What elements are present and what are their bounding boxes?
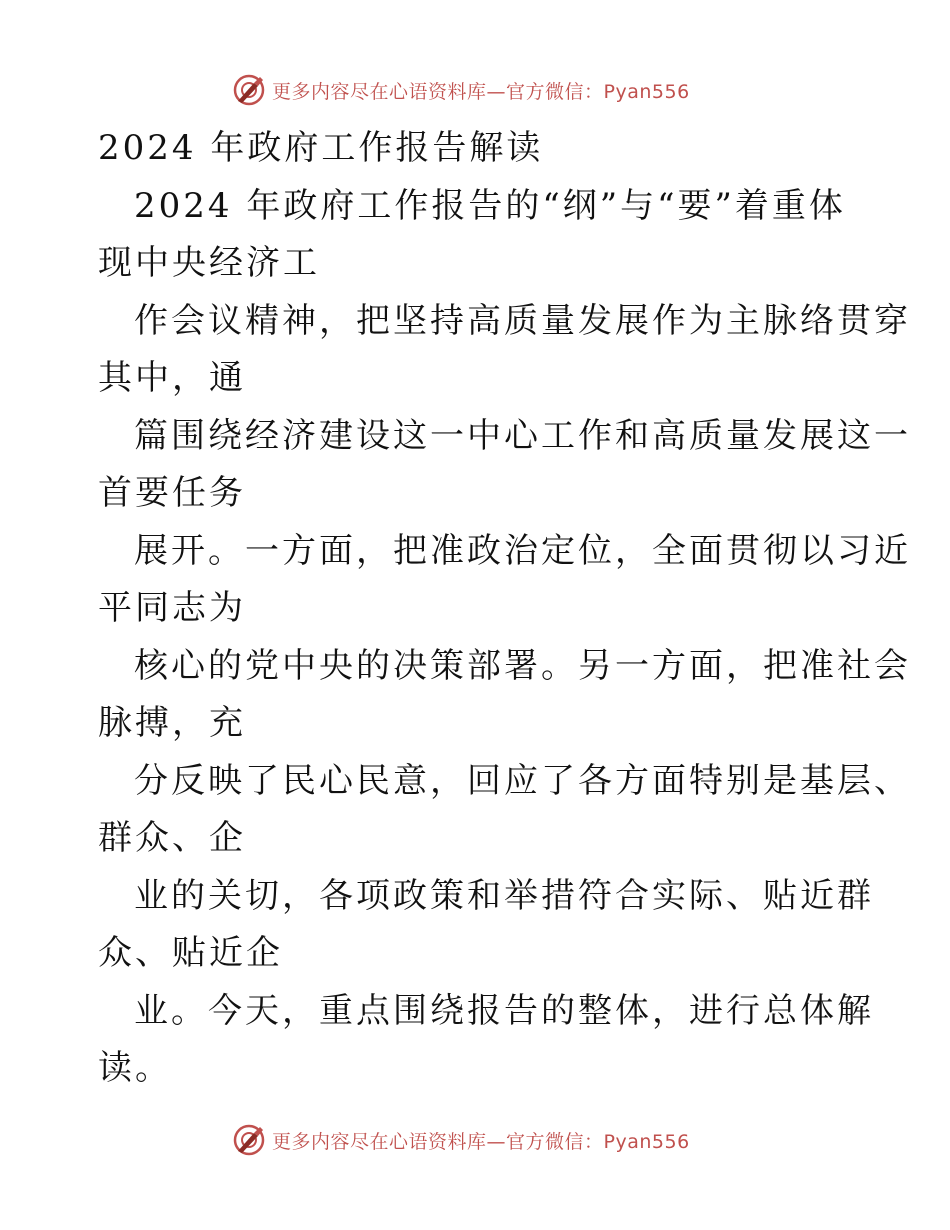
- document-body: [98, 120, 911, 1098]
- paragraph-line: 平同志为: [98, 588, 246, 628]
- header-banner-text: 更多内容尽在心语资料库—官方微信：Pyan556: [272, 80, 690, 103]
- paragraph-line: 展开。一方面，把准政治定位，全面贯彻以习近: [134, 530, 911, 571]
- paragraph-line: 2024 年政府工作报告的“纲”与“要”着重体: [134, 185, 846, 226]
- paragraph-line: 众、贴近企: [98, 933, 283, 973]
- paragraph-line: 业的关切，各项政策和举措符合实际、贴近群: [134, 875, 874, 916]
- paragraph-line: 作会议精神，把坚持高质量发展作为主脉络贯穿: [134, 300, 911, 341]
- header-banner: [232, 70, 690, 110]
- footer-banner-text: 更多内容尽在心语资料库—官方微信：Pyan556: [272, 1130, 690, 1153]
- footer-banner: [232, 1120, 690, 1160]
- paragraph-line: 首要任务: [98, 473, 246, 513]
- paragraph-line: 脉搏，充: [98, 703, 246, 743]
- paragraph-line: 现中央经济工: [98, 243, 320, 283]
- paragraph-line: 篇围绕经济建设这一中心工作和高质量发展这一: [134, 415, 911, 456]
- paragraph-line: 群众、企: [98, 818, 246, 858]
- paragraph-line: 其中，通: [98, 358, 246, 398]
- paragraph-line: 分反映了民心民意，回应了各方面特别是基层、: [134, 760, 911, 801]
- pen-logo-icon: [232, 1123, 266, 1157]
- paragraph-line: 读。: [98, 1048, 172, 1088]
- document-title: 2024 年政府工作报告解读: [98, 128, 544, 168]
- pen-logo-icon: [232, 73, 266, 107]
- paragraph-line: 核心的党中央的决策部署。另一方面，把准社会: [134, 645, 911, 686]
- paragraph-line: 业。今天，重点围绕报告的整体，进行总体解: [134, 990, 874, 1031]
